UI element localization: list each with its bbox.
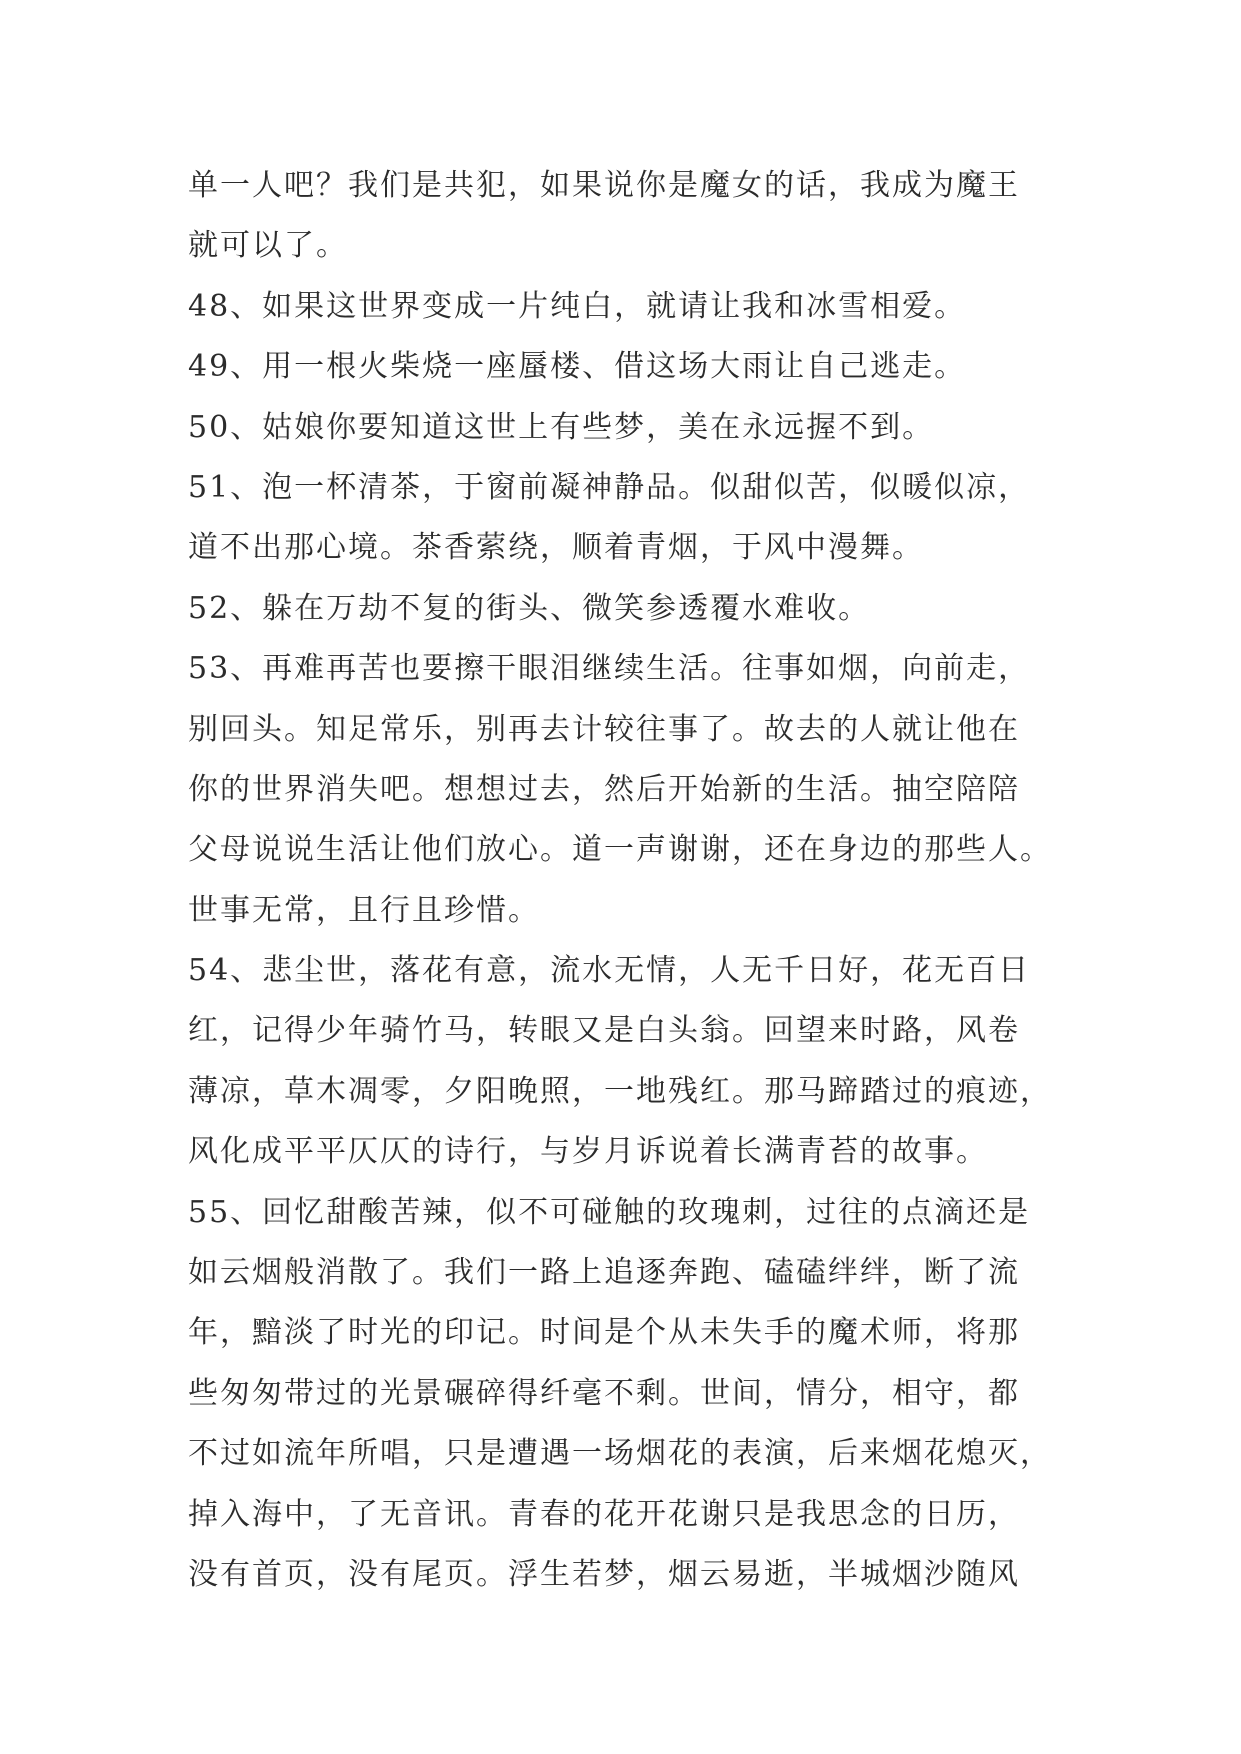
text-line: 50、姑娘你要知道这世上有些梦，美在永远握不到。 <box>188 409 935 445</box>
text-line: 父母说说生活让他们放心。道一声谢谢，还在身边的那些人。 <box>188 832 1052 868</box>
text-line: 55、回忆甜酸苦辣，似不可碰触的玫瑰刺，过往的点滴还是 <box>188 1194 1031 1230</box>
text-line: 年，黯淡了时光的印记。时间是个从未失手的魔术师，将那 <box>188 1315 1020 1351</box>
text-line: 掉入海中，了无音讯。青春的花开花谢只是我思念的日历， <box>188 1496 1020 1532</box>
text-line: 54、悲尘世，落花有意，流水无情，人无千日好，花无百日 <box>188 953 1031 989</box>
text-line: 红，记得少年骑竹马，转眼又是白头翁。回望来时路，风卷 <box>188 1013 1020 1049</box>
text-line: 如云烟般消散了。我们一路上追逐奔跑、磕磕绊绊，断了流 <box>188 1255 1020 1291</box>
body-text <box>188 156 1058 1605</box>
text-line: 52、躲在万劫不复的街头、微笑参透覆水难收。 <box>188 590 871 626</box>
text-line: 道不出那心境。茶香萦绕，顺着青烟，于风中漫舞。 <box>188 530 924 566</box>
text-line: 薄凉，草木凋零，夕阳晚照，一地残红。那马蹄踏过的痕迹， <box>188 1073 1052 1109</box>
text-line: 单一人吧？我们是共犯，如果说你是魔女的话，我成为魔王 <box>188 168 1020 203</box>
text-line: 51、泡一杯清茶，于窗前凝神静品。似甜似苦，似暖似凉， <box>188 469 1031 505</box>
text-line: 49、用一根火柴烧一座蜃楼、借这场大雨让自己逃走。 <box>188 349 967 385</box>
text-line: 你的世界消失吧。想想过去，然后开始新的生活。抽空陪陪 <box>188 771 1020 807</box>
text-line: 不过如流年所唱，只是遭遇一场烟花的表演，后来烟花熄灭， <box>188 1436 1052 1472</box>
text-line: 世事无常，且行且珍惜。 <box>188 892 540 928</box>
text-line: 风化成平平仄仄的诗行，与岁月诉说着长满青苔的故事。 <box>188 1134 988 1170</box>
text-line: 别回头。知足常乐，别再去计较往事了。故去的人就让他在 <box>188 711 1020 747</box>
text-line: 就可以了。 <box>188 228 348 264</box>
text-line: 48、如果这世界变成一片纯白，就请让我和冰雪相爱。 <box>188 288 967 324</box>
text-line: 些匆匆带过的光景碾碎得纤毫不剩。世间，情分，相守，都 <box>188 1375 1020 1411</box>
text-line: 53、再难再苦也要擦干眼泪继续生活。往事如烟，向前走， <box>188 651 1031 687</box>
text-line: 没有首页，没有尾页。浮生若梦，烟云易逝，半城烟沙随风 <box>188 1556 1020 1592</box>
